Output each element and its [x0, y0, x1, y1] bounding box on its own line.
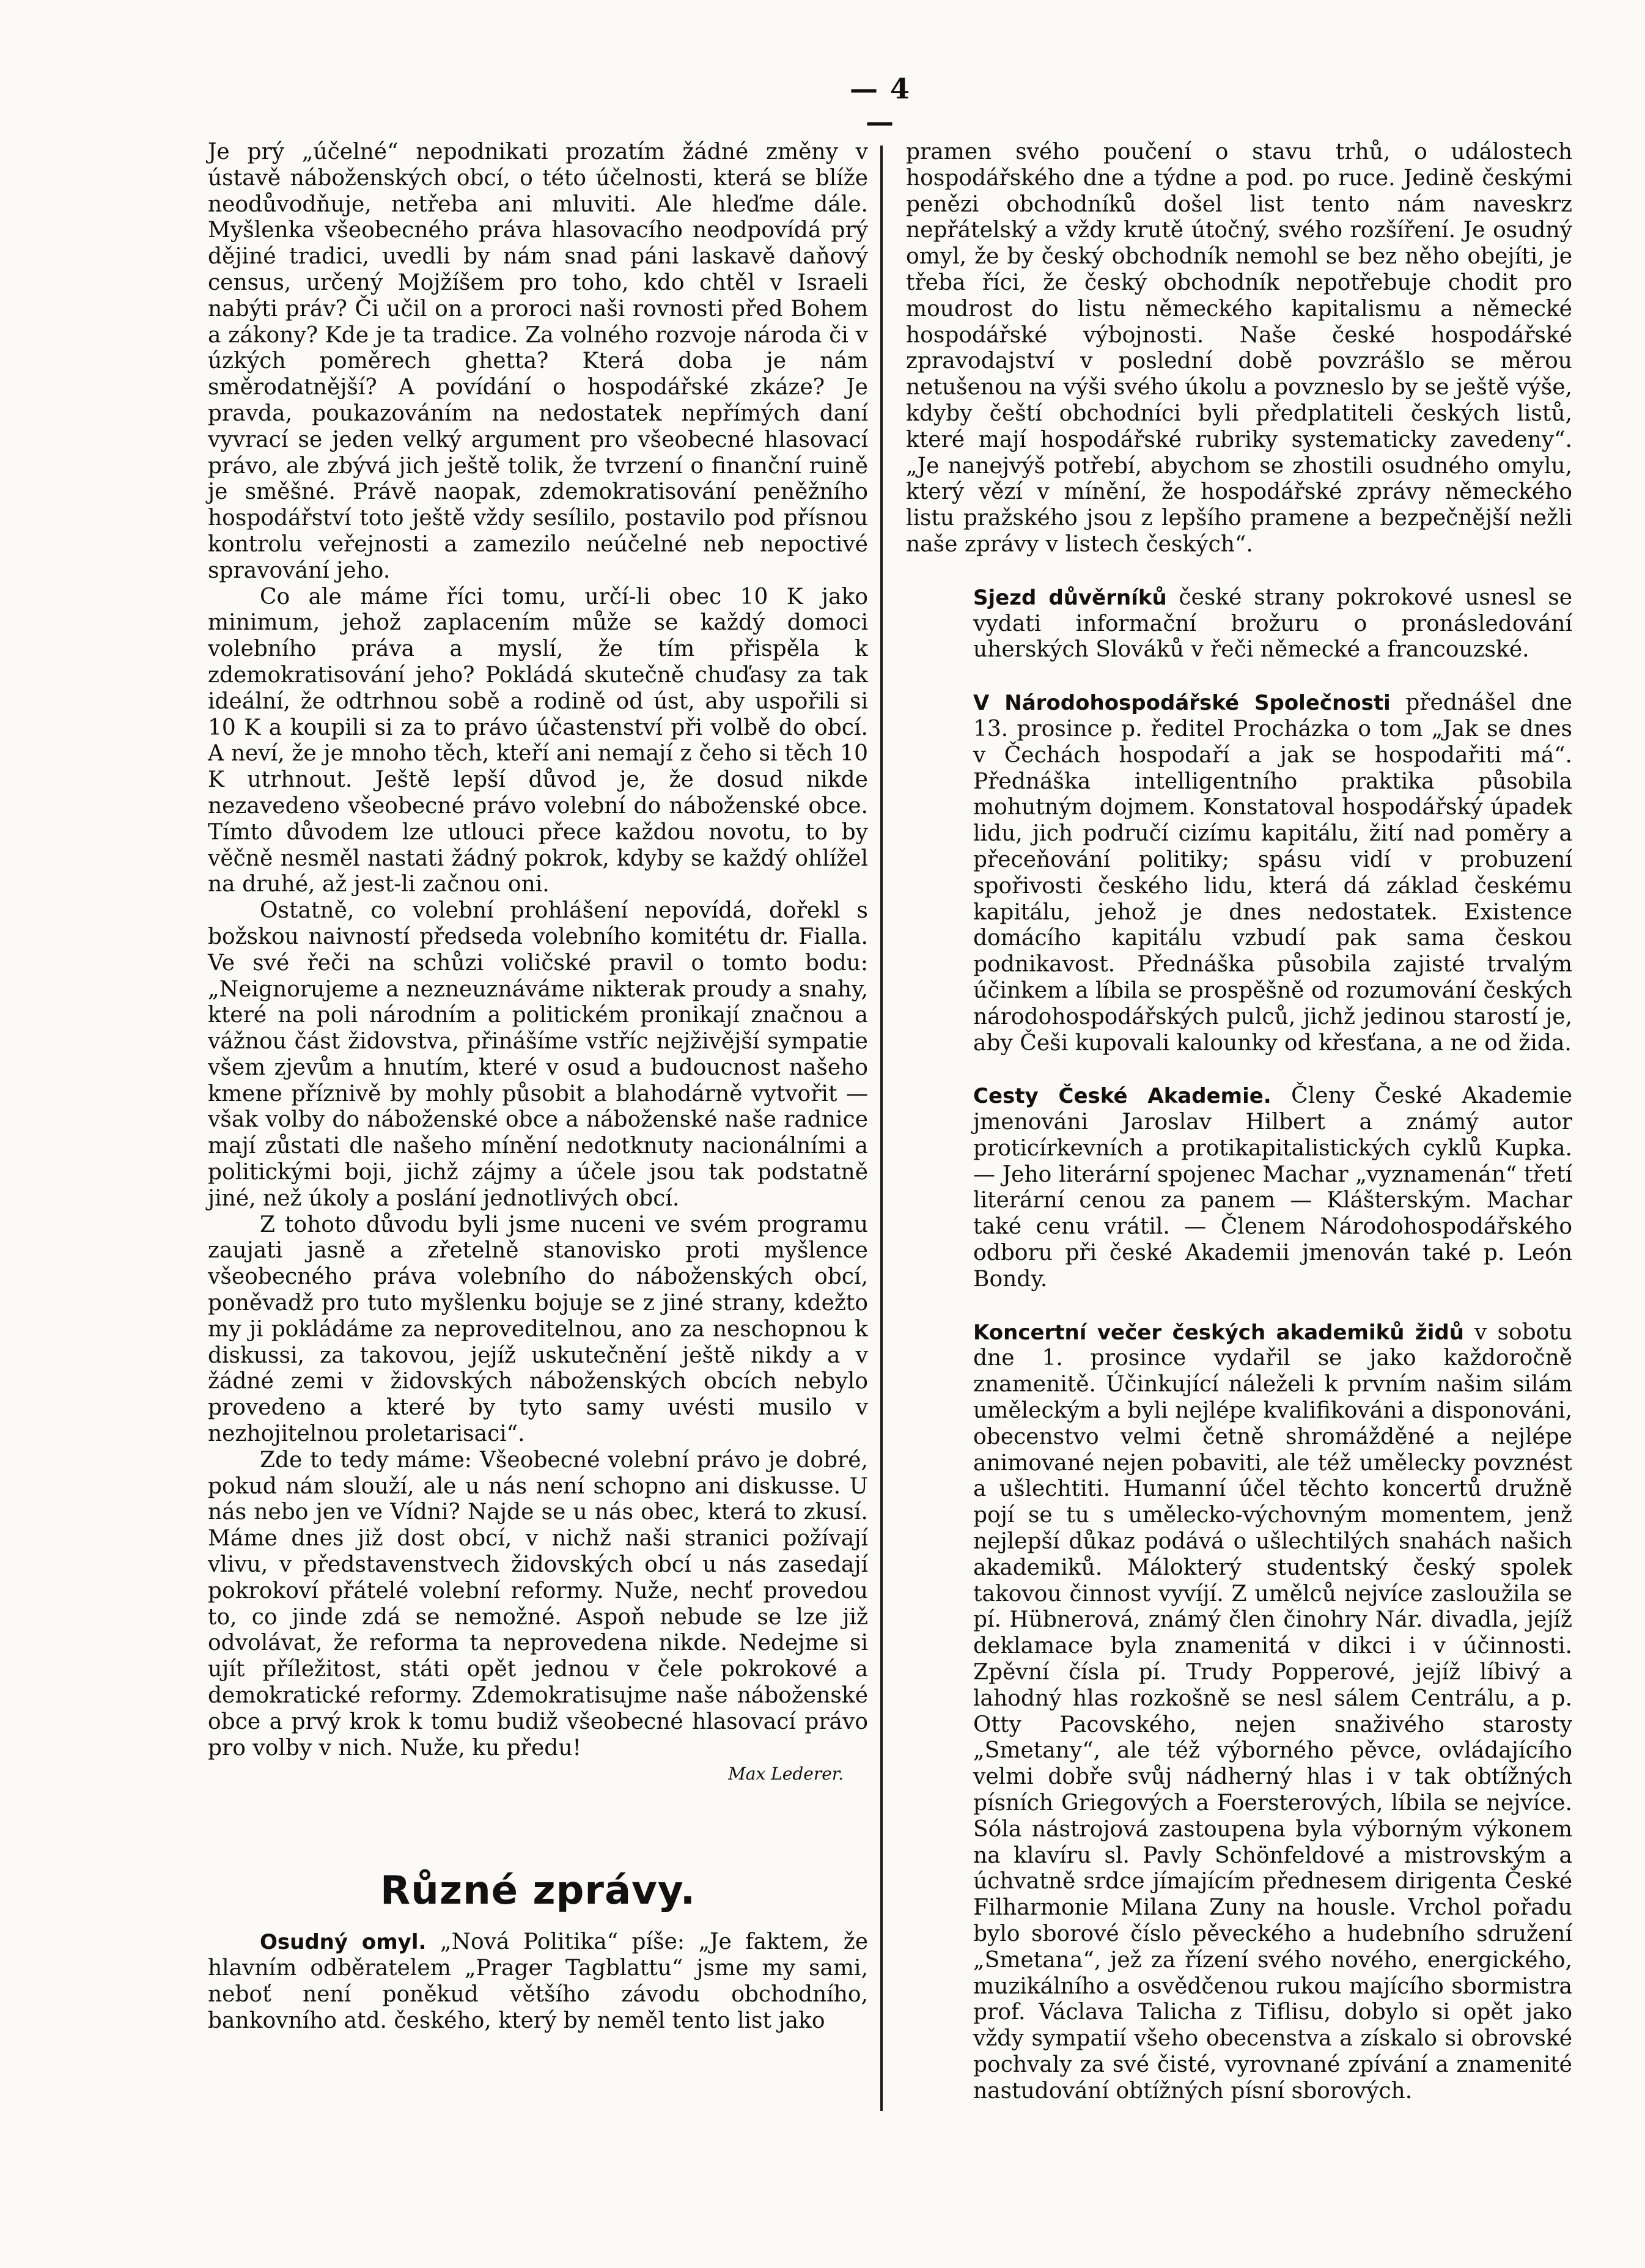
- news-item-title: Cesty České Akademie.: [973, 1084, 1271, 1109]
- news-item-title: Osudný omyl.: [260, 1930, 427, 1955]
- article-paragraph: Je prý „účelné“ nepodnikati prozatím žádné změny v ústavě náboženských obcí, o této účelnosti, která se blíže neodůvodňuje, netřeba ani mluviti. Ale hleďme dále. Myšlenka všeobecného práva hlasovacího neodpovídá prý dějiné tradici, uvedli by nám snad páni laskavě daňový census, určený Mojžíšem pro toho, kdo chtěl v Israeli nabýti práv? Či učil on a proroci naši rovnosti před Bohem a zákony? Kde je ta tradice. Za volného rozvoje národa či v úzkých poměrech ghetta? Která doba je nám směrodatnější? A povídání o hospodářské zkáze? Je pravda, poukazováním na nedostatek nepřímých daní vyvrací se jeden velký argument pro všeobecné hlasovací právo, ale zbývá jich ještě tolik, že tvrzení o finanční ruině je směšné. Právě naopak, zdemokratisování peněžního hospodářství toto ještě vždy sesílilo, postavilo pod přísnou kontrolu veřejnosti a zamezilo neúčelné neb nepoctivé spravování jeho.: [208, 139, 868, 583]
- section-heading: Různé zprávy.: [380, 1868, 696, 1914]
- column-divider: [880, 145, 883, 2111]
- article-paragraph: Ostatně, co volební prohlášení nepovídá, dořekl s božskou naivností předseda volebního komitétu dr. Fialla. Ve své řeči na schůzi voličské pravil o tomto bodu: „Neignorujeme a nezneuznáváme nikterak proudy a snahy, které na poli národním a politickém pronikají značnou a vážnou část židovstva, přinášíme vstříc nejživější sympatie všem zjevům a hnutím, které v osud a budoucnost našeho kmene příznivě by mohly působit a blahodárně vytvořit — však volby do náboženské obce a náboženské naše radnice mají zůstati dle našeho mínění nedotknuty nacionálními a politickými boji, jichž zájmy a účele jsou tak podstatně jiné, než úkoly a poslání jednotlivých obcí.: [208, 898, 868, 1211]
- news-item-text: „Nová Politika“ píše: „Je faktem, že hlavním odběratelem „Prager Tagblattu“ jsme my sami, neboť není poněkud většího závodu obchodního, bankovního atd. českého, který by neměl tento list jako: [208, 1929, 868, 2033]
- right-column: [906, 139, 1572, 2105]
- article-paragraph: Zde to tedy máme: Všeobecné volební právo je dobré, pokud nám slouží, ale u nás není schopno ani diskusse. U nás nebo jen ve Vídni? Najde se u nás obec, která to zkusí. Máme dnes již dost obcí, v nichž naši stranici požívají vlivu, v představenstvech židovských obcí u nás zasedají pokrokoví přátelé volební reformy. Nuže, nechť provedou to, co jinde zdá se nemožné. Aspoň nebude se lze již odvolávat, že reforma ta neprovedena nikde. Nedejme si ujít příležitost, státi opět jednou v čele pokrokové a demokratické reformy. Zdemokratisujme naše náboženské obce a prvý krok k tomu budiž všeobecné hlasovací právo pro volby v nich. Nuže, ku předu!: [208, 1447, 868, 1761]
- news-item-text: přednášel dne 13. prosince p. ředitel Procházka o tom „Jak se dnes v Čechách hospodaří a jak se hospodařiti má“. Přednáška intelligentního praktika působila mohutným dojmem. Konstatoval hospodářský úpadek lidu, jich područí cizímu kapitálu, žití nad poměry a přeceňování politiky; spásu vidí v probuzení spořivosti českého lidu, která dá základ českému kapitálu, jehož je dnes nedostatek. Existence domácího kapitálu vzbudí pak sama českou podnikavost. Přednáška působila zajisté trvalým účinkem a líbila se prospěšně od rozumování českých národohospodářských pulců, jichž jedinou starostí je, aby Češi kupovali kalounky od křesťana, a ne od žida.: [973, 690, 1572, 1056]
- left-column: [208, 139, 868, 2034]
- news-item-text: Členy České Akademie jmenováni Jaroslav Hilbert a známý autor proticírkevních a protikapitalistických cyklů Kupka. — Jeho literární spojenec Machar „vyznamenán“ třetí literární cenou za panem — Klášterským. Machar také cenu vrátil. — Členem Národohospodářského odboru při české Akademii jmenován také p. León Bondy.: [973, 1083, 1572, 1292]
- article-paragraph: Z tohoto důvodu byli jsme nuceni ve svém programu zaujati jasně a zřetelně stanovisko proti myšlence všeobecného práva volebního do náboženských obcí, poněvadž pro tuto myšlenku bojuje se z jiné strany, kdežto my ji pokládáme za neproveditelnou, ano za neschopnou k diskussi, za takovou, jejíž uskutečnění ještě nikdy a v žádné zemi v židovských náboženských obcích nebylo provedeno a které by tyto samy uvésti musilo v nezhojitelnou proletarisaci“.: [208, 1212, 868, 1447]
- page-number: — 4 —: [849, 72, 911, 138]
- author-signature: Max Lederer.: [728, 1764, 844, 1784]
- news-item: [906, 690, 1572, 1056]
- news-item-title: Koncertní večer českých akademiků židů: [973, 1320, 1464, 1345]
- news-item-title: Sjezd důvěrníků: [973, 585, 1167, 610]
- news-item: [906, 1320, 1572, 2105]
- news-item: [906, 585, 1572, 663]
- news-item-title: V Národohospodářské Společnosti: [973, 691, 1391, 716]
- news-item: [906, 1083, 1572, 1292]
- article-paragraph: Co ale máme říci tomu, určí-li obec 10 K jako minimum, jehož zaplacením může se každý domoci volebního práva a myslí, že tím přispěla k zdemokratisování jeho? Pokládá skutečně chuďasy za tak ideální, že odtrhnou sobě a rodině od úst, aby uspořili si 10 K a koupili si za to právo účastenství při volbě do obcí. A neví, že je mnoho těch, kteří ani nemají z čeho si těch 10 K utrhnout. Ještě lepší důvod je, že dosud nikde nezavedeno všeobecné právo volební do náboženské obce. Tímto důvodem lze utlouci přece každou novotu, to by věčně nesměl nastati žádný pokrok, kdyby se každý ohlížel na druhé, až jest-li začnou oni.: [208, 584, 868, 897]
- article-continuation: pramen svého poučení o stavu trhů, o událostech hospodářského dne a týdne a pod. po ruce. Jedině českými penězi obchodníků došel list tento nám naveskrz nepřátelský a vždy krutě útočný, svého rozšíření. Je osudný omyl, že by český obchodník nemohl se bez něho obejíti, je třeba říci, že český obchodník nepotřebuje chodit pro moudrost do listu německého kapitalismu a německé hospodářské výbojnosti. Naše české hospodářské zpravodajství v poslední době povzrášlo se měrou netušenou na výši svého úkolu a povzneslo by se ještě výše, kdyby čeští obchodníci byli předplatiteli českých listů, které mají hospodářské rubriky systematicky zavedeny“. „Je nanejvýš potřebí, abychom se zhostili osudného omylu, který vězí v mínění, že hospodářské zprávy německého listu pražského jsou z lepšího pramene a bezpečnější nežli naše zprávy v listech českých“.: [906, 139, 1572, 557]
- news-item-text: české strany pokrokové usnesl se vydati informační brožuru o pronásledování uherských Slováků v řeči německé a francouzské.: [973, 584, 1572, 663]
- news-item-text: v sobotu dne 1. prosince vydařil se jako každoročně znamenitě. Účinkující náleželi k prvním našim silám uměleckým a byli nejlépe kvalifikováni a disponováni, obecenstvo velmi četně shromážděné a nejlépe animované nejen pobaviti, ale též umělecky povznést a ušlechtiti. Humanní účel těchto koncertů družně pojí se tu s umělecko-výchovným momentem, jenž nejlepší důkaz podává o ušlechtilých snahách našich akademiků. Málokterý studentský český spolek takovou činnost vyvíjí. Z umělců nejvíce zasloužila se pí. Hübnerová, známý člen činohry Nár. divadla, jejíž deklamace byla znamenitá v dikci i v účinnosti. Zpěvní čísla pí. Trudy Popperové, jejíž líbivý a lahodný hlas rozkošně se nesl sálem Centrálu, a p. Otty Pacovského, nejen snaživého starosty „Smetany“, ale též výborného pěvce, ovládajícího velmi dobře svůj nádherný hlas i v tak obtížných písních Griegových a Foersterových, líbila se nejvíce. Sóla nástrojová zastoupena byla výborným výkonem na klavíru sl. Pavly Schönfeldové a mistrovským a úchvatně srdce jímajícím přednesem dirigenta České Filharmonie Milana Zuny na housle. Vrchol pořadu bylo sborové číslo pěveckého a hudebního sdružení „Smetana“, jež za řízení svého nového, energického, muzikálního a osvědčenou rukou majícího sbormistra prof. Václava Talicha z Tiflisu, dobylo si opět jako vždy sympatií všeho obecenstva a získalo si obrovské pochvaly za své čisté, vyrovnané zpívání a znamenité nastudování obtížných písní sborových.: [973, 1319, 1572, 2104]
- news-item: [208, 1929, 868, 2034]
